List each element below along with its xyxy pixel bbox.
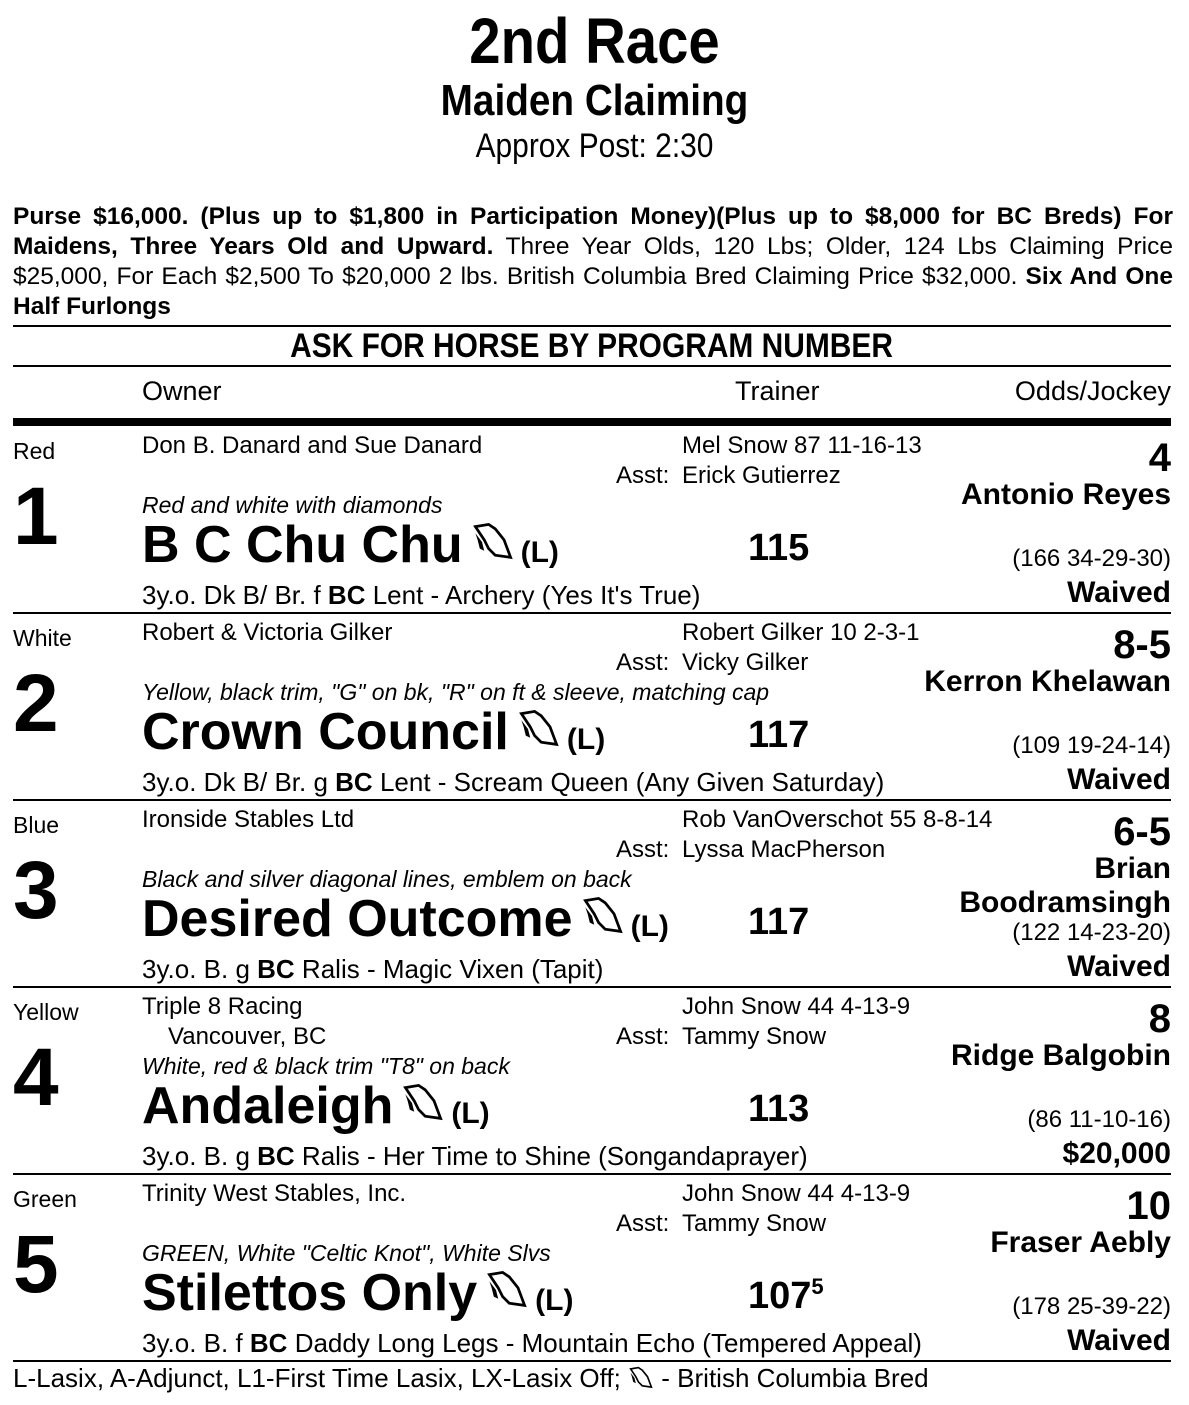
horse-line	[142, 701, 605, 771]
saddlecloth-color: Red	[13, 438, 56, 464]
owner-name: Don B. Danard and Sue Danard	[142, 432, 483, 459]
british-columbia-map-icon	[485, 1264, 529, 1308]
pedigree-age-sex: 3y.o. Dk B/ Br. g	[142, 767, 336, 797]
bc-bred-label: BC	[249, 1328, 288, 1358]
pedigree-sire-dam: Ralis - Her Time to Shine (Songandaprayer)	[294, 1141, 808, 1171]
entry-row-4	[13, 987, 1171, 1175]
column-owner: Owner	[142, 376, 222, 406]
owner-location: Vancouver, BC	[168, 1023, 327, 1050]
weight-fraction: 5	[811, 1274, 824, 1299]
jockey-name: Kerron Khelawan	[924, 665, 1171, 698]
pedigree	[142, 1328, 922, 1359]
footer-legend-text: L-Lasix, A-Adjunct, L1-First Time Lasix, LX-Lasix Off;	[13, 1363, 629, 1393]
pedigree	[142, 954, 603, 985]
weight	[748, 900, 809, 944]
assistant-trainer: Tammy Snow	[682, 1210, 827, 1237]
jockey-name: Ridge Balgobin	[951, 1039, 1171, 1072]
assistant-trainer: Tammy Snow	[682, 1023, 827, 1050]
jockey-stats: (109 19-24-14)	[1012, 732, 1171, 759]
bc-bred-label: BC	[257, 1141, 295, 1171]
race-title: 2nd Race	[469, 5, 720, 77]
conditions-distance: Six And One Half Furlongs	[13, 263, 1173, 320]
program-header	[0, 6, 1189, 166]
trainer-name: Robert Gilker 10 2-3-1	[682, 619, 920, 646]
pedigree-age-sex: 3y.o. B. g	[142, 954, 258, 984]
assistant-label: Asst:	[616, 836, 670, 863]
saddlecloth-color: Blue	[13, 812, 60, 838]
pedigree-sire-dam: Ralis - Magic Vixen (Tapit)	[294, 954, 604, 984]
medication: (L)	[451, 1097, 490, 1130]
british-columbia-map-icon	[628, 1365, 654, 1391]
british-columbia-map-icon	[581, 890, 625, 934]
medication: (L)	[566, 723, 606, 756]
medication: (L)	[535, 1284, 574, 1317]
conditions-purse: Purse $16,000. (Plus up to $1,800 in Participation Money)(Plus up to $8,000 for BC Breds) For Maidens, Three Years Old and Upward.	[13, 203, 1173, 260]
pedigree	[142, 1141, 808, 1172]
horse-name: Crown Council	[142, 703, 509, 761]
pedigree-age-sex: 3y.o. Dk B/ Br. f	[142, 580, 328, 610]
pedigree	[142, 580, 700, 611]
footer-legend	[13, 1363, 929, 1394]
british-columbia-map-icon	[471, 516, 515, 560]
entry-row-3	[13, 800, 1171, 988]
horse-line	[142, 1075, 490, 1145]
claiming-price: Waived	[1067, 950, 1171, 983]
bc-bred-label: BC	[335, 767, 373, 797]
morning-line-odds: 4	[1148, 436, 1171, 480]
pedigree-sire-dam: Lent - Scream Queen (Any Given Saturday)	[372, 767, 885, 797]
column-odds-jockey: Odds/Jockey	[1014, 376, 1171, 406]
bc-bred-label: BC	[257, 954, 295, 984]
entry-row-1	[13, 426, 1171, 614]
program-number: 2	[13, 658, 59, 749]
silks-description: Black and silver diagonal lines, emblem on back	[142, 866, 632, 892]
assistant-label: Asst:	[616, 1023, 670, 1050]
weight-value: 117	[748, 714, 810, 756]
assistant-trainer: Vicky Gilker	[682, 649, 809, 676]
jockey-name: Fraser Aebly	[990, 1226, 1171, 1259]
silks-description: Red and white with diamonds	[142, 492, 443, 518]
entry-row-5	[13, 1174, 1171, 1362]
header-rule	[13, 418, 1171, 426]
assistant-label: Asst:	[616, 1210, 670, 1237]
horse-name: Andaleigh	[142, 1077, 394, 1135]
silks-description: White, red & black trim "T8" on back	[142, 1053, 510, 1079]
column-trainer: Trainer	[735, 376, 820, 406]
claiming-price: Waived	[1067, 576, 1171, 609]
weight-value: 113	[748, 1088, 810, 1130]
ask-banner	[13, 325, 1171, 367]
pedigree-sire-dam: Daddy Long Legs - Mountain Echo (Tempered Appeal)	[287, 1328, 922, 1358]
horse-line	[142, 888, 669, 958]
assistant-label: Asst:	[616, 649, 670, 676]
program-number: 4	[13, 1032, 59, 1123]
morning-line-odds: 6-5	[1113, 810, 1171, 854]
conditions-weights: Three Year Olds, 120 Lbs; Older, 124 Lbs Claiming Price $25,000, For Each $2,500 To $20,000 2 lbs. British Columbia Bred Claiming Price $32,000.	[13, 233, 1173, 290]
horse-name: Desired Outcome	[142, 890, 573, 948]
program-number: 5	[13, 1219, 59, 1310]
owner-name: Trinity West Stables, Inc.	[142, 1180, 407, 1207]
weight	[748, 1274, 824, 1318]
jockey-name: Antonio Reyes	[960, 478, 1171, 511]
british-columbia-map-icon	[401, 1077, 445, 1121]
trainer-name: Rob VanOverschot 55 8-8-14	[682, 806, 993, 833]
entry-row-2	[13, 613, 1171, 801]
bc-bred-label: BC	[327, 580, 366, 610]
assistant-trainer: Erick Gutierrez	[682, 462, 841, 489]
weight-value: 115	[748, 527, 810, 569]
ask-banner-text: ASK FOR HORSE BY PROGRAM NUMBER	[290, 327, 894, 365]
claiming-price: $20,000	[1062, 1137, 1171, 1170]
jockey-stats: (86 11-10-16)	[1027, 1106, 1171, 1133]
morning-line-odds: 8-5	[1113, 623, 1171, 667]
medication: (L)	[520, 536, 559, 569]
race-conditions	[13, 202, 1173, 322]
weight-value: 117	[748, 901, 810, 943]
morning-line-odds: 10	[1126, 1184, 1171, 1228]
trainer-name: John Snow 44 4-13-9	[682, 993, 911, 1020]
saddlecloth-color: Yellow	[13, 999, 79, 1025]
pedigree	[142, 767, 884, 798]
program-number: 3	[13, 845, 59, 936]
pedigree-age-sex: 3y.o. B. f	[142, 1328, 250, 1358]
program-number: 1	[13, 471, 59, 562]
weight	[748, 1087, 809, 1131]
horse-name: Stilettos Only	[142, 1264, 478, 1322]
pedigree-age-sex: 3y.o. B. g	[142, 1141, 258, 1171]
jockey-stats: (178 25-39-22)	[1012, 1293, 1171, 1320]
weight-value: 107	[748, 1275, 812, 1317]
race-type: Maiden Claiming	[440, 76, 749, 125]
morning-line-odds: 8	[1148, 997, 1171, 1041]
owner-name: Triple 8 Racing	[142, 993, 303, 1020]
horse-line	[142, 514, 559, 584]
medication: (L)	[630, 910, 669, 943]
weight	[748, 713, 809, 757]
claiming-price: Waived	[1067, 763, 1171, 796]
assistant-trainer: Lyssa MacPherson	[682, 836, 886, 863]
saddlecloth-color: Green	[13, 1186, 77, 1212]
assistant-label: Asst:	[616, 462, 670, 489]
silks-description: GREEN, White "Celtic Knot", White Slvs	[142, 1240, 551, 1266]
horse-line	[142, 1262, 573, 1332]
footer-legend-bc: - British Columbia Bred	[654, 1363, 929, 1393]
pedigree-sire-dam: Lent - Archery (Yes It's True)	[365, 580, 701, 610]
trainer-name: Mel Snow 87 11-16-13	[682, 432, 922, 459]
jockey-stats: (122 14-23-20)	[1012, 919, 1171, 946]
jockey-stats: (166 34-29-30)	[1012, 545, 1171, 572]
saddlecloth-color: White	[13, 625, 72, 651]
horse-name: B C Chu Chu	[142, 516, 463, 574]
silks-description: Yellow, black trim, "G" on bk, "R" on ft & sleeve, matching cap	[142, 679, 770, 705]
post-time: Approx Post: 2:30	[475, 127, 714, 165]
owner-name: Ironside Stables Ltd	[142, 806, 355, 833]
owner-name: Robert & Victoria Gilker	[142, 619, 393, 646]
trainer-name: John Snow 44 4-13-9	[682, 1180, 911, 1207]
jockey-name: Brian Boodramsingh	[959, 852, 1171, 919]
claiming-price: Waived	[1067, 1324, 1171, 1357]
british-columbia-map-icon	[517, 703, 561, 747]
weight	[748, 526, 809, 570]
